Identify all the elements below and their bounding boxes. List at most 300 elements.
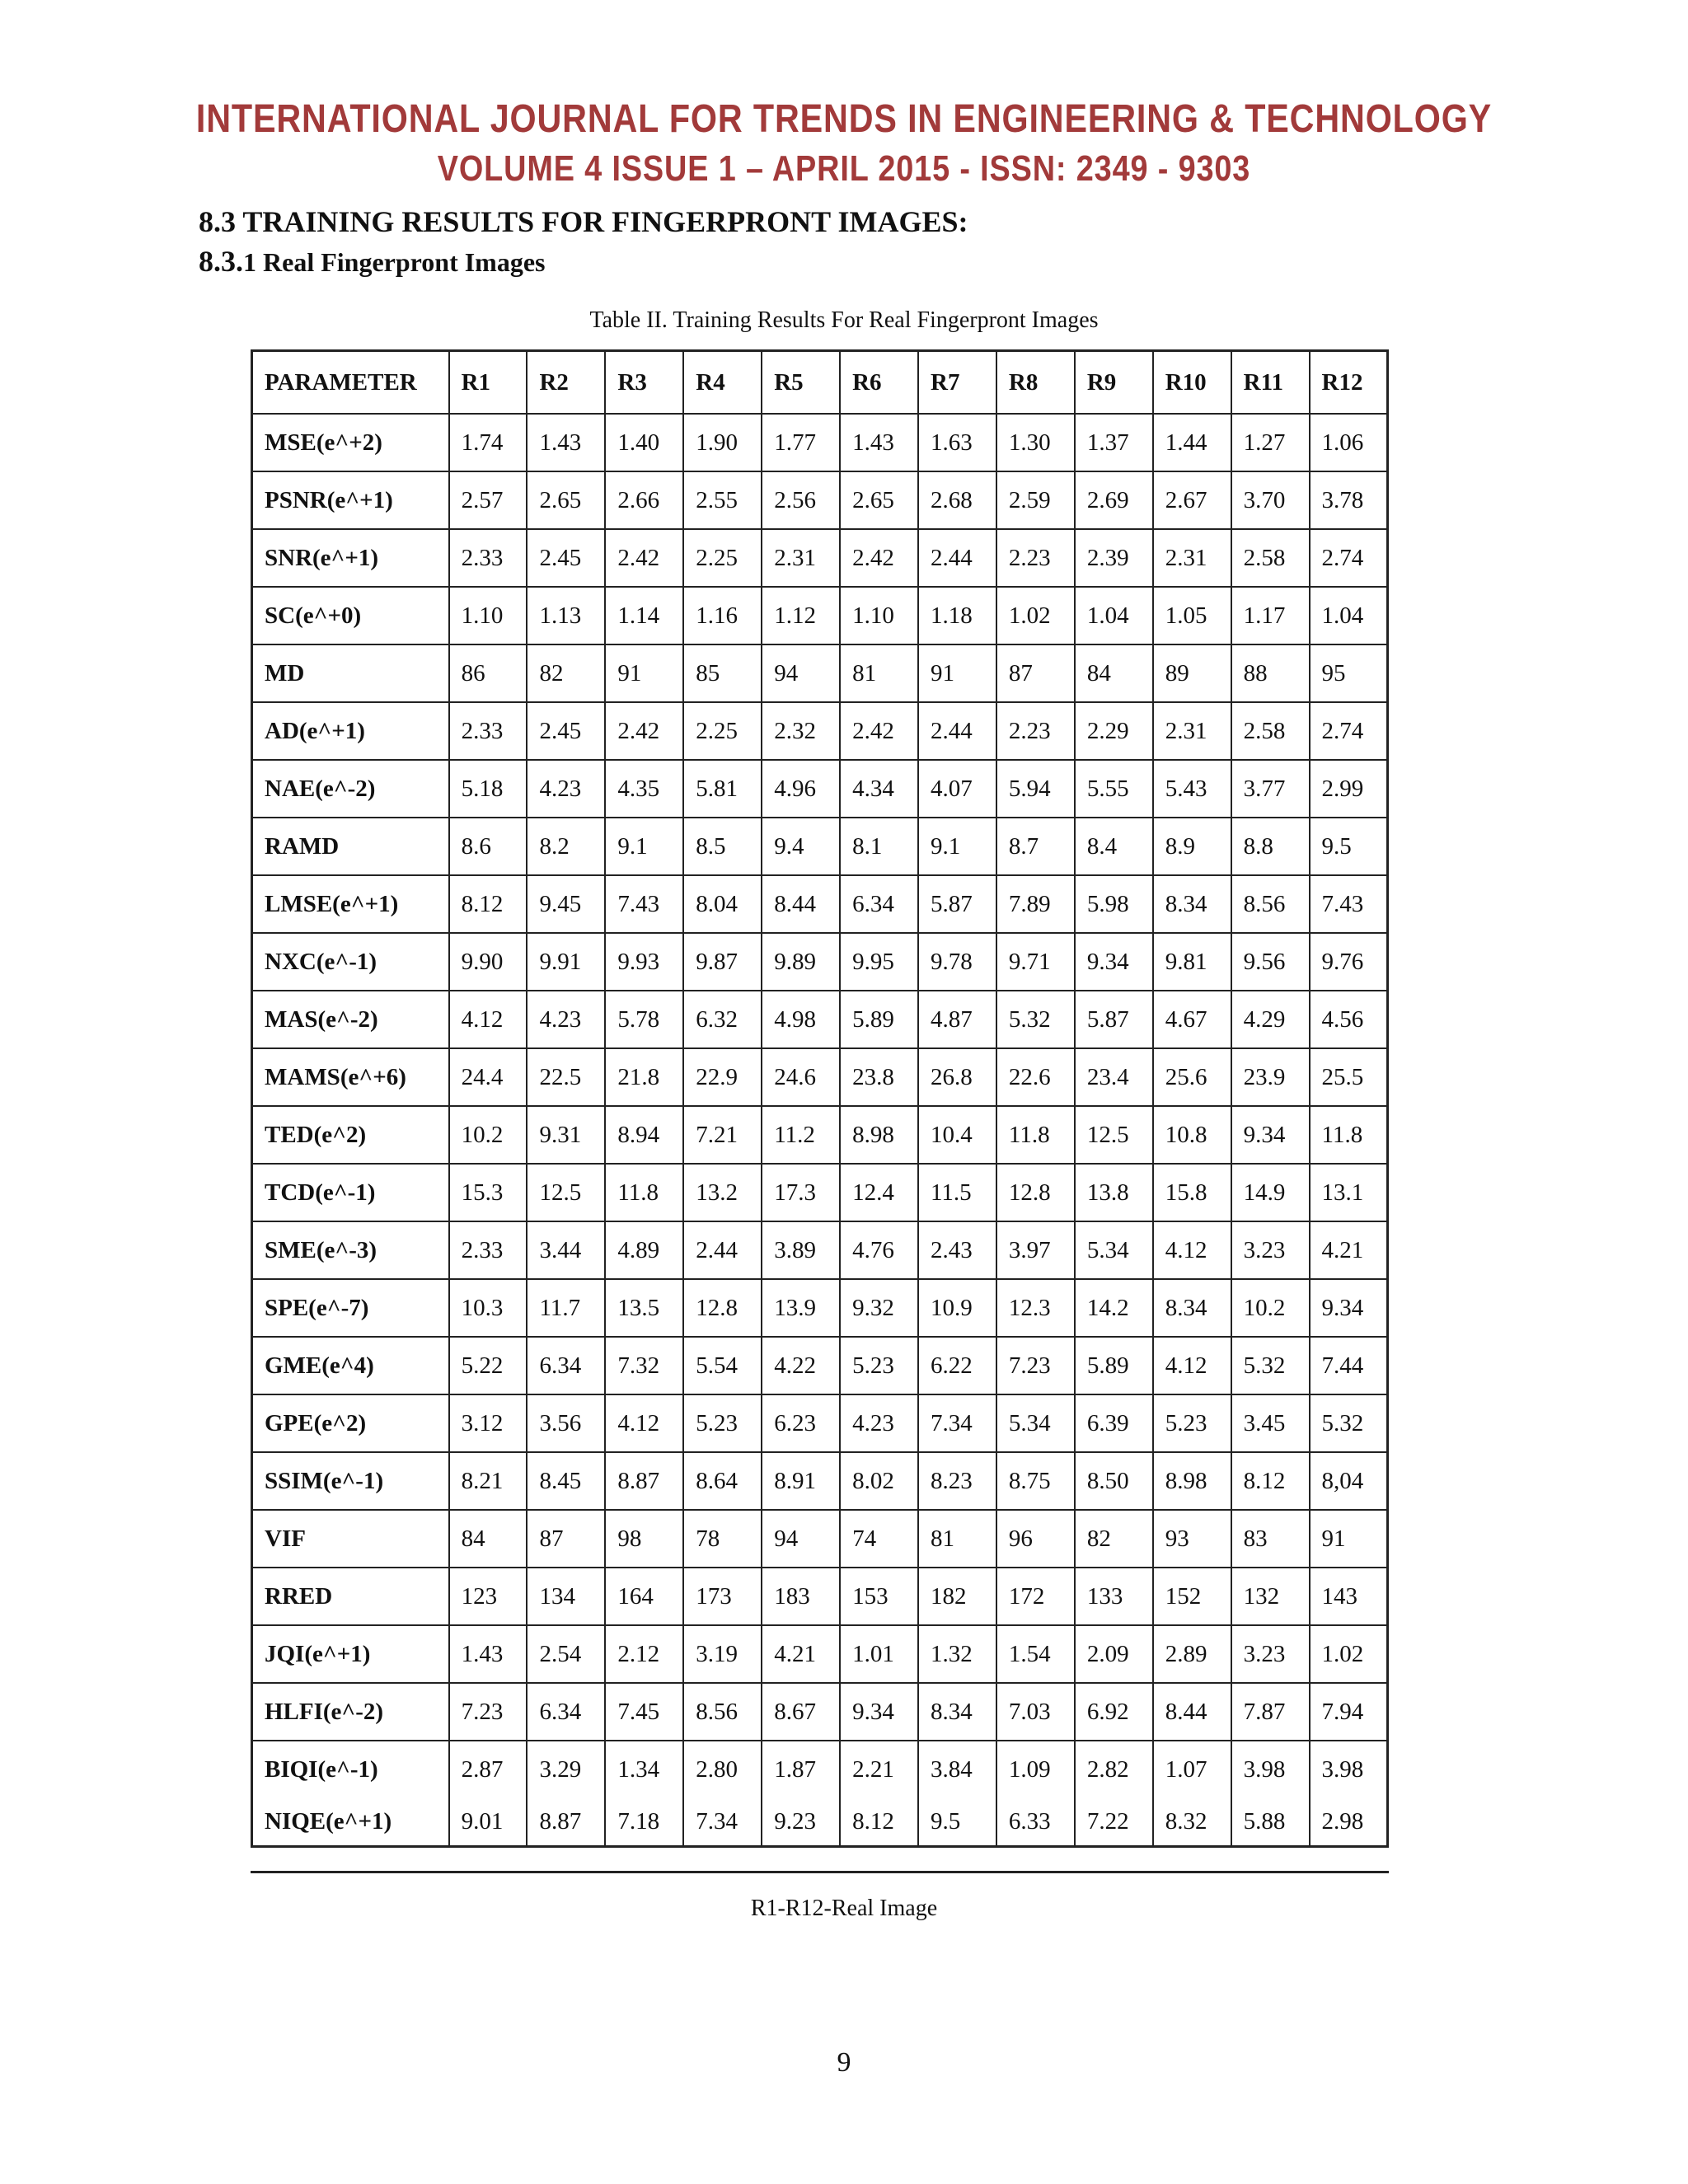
- value-cell: 2.56: [762, 471, 840, 529]
- value-cell: 183: [762, 1568, 840, 1625]
- value-cell: 153: [840, 1568, 918, 1625]
- value-cell: 1.63: [918, 414, 996, 471]
- value-cell: 1.02: [996, 587, 1075, 644]
- value-cell: 6.32: [683, 991, 762, 1048]
- value-cell: 9.31: [527, 1106, 605, 1164]
- value-cell: 4.21: [1310, 1221, 1388, 1279]
- value-cell: 5.23: [683, 1394, 762, 1452]
- parameter-cell: BIQI(e^-1): [252, 1741, 449, 1798]
- value-cell: 10.9: [918, 1279, 996, 1337]
- value-cell: 9.87: [683, 933, 762, 991]
- value-cell: 5.18: [449, 760, 528, 818]
- value-cell: 12.5: [1075, 1106, 1153, 1164]
- header-r6: R6: [840, 351, 918, 415]
- value-cell: 10.8: [1153, 1106, 1231, 1164]
- value-cell: 2.44: [918, 702, 996, 760]
- value-cell: 3.70: [1231, 471, 1310, 529]
- header-r5: R5: [762, 351, 840, 415]
- value-cell: 1.09: [996, 1741, 1075, 1798]
- value-cell: 1.06: [1310, 414, 1388, 471]
- value-cell: 8.2: [527, 818, 605, 875]
- value-cell: 5.94: [996, 760, 1075, 818]
- value-cell: 7.94: [1310, 1683, 1388, 1741]
- value-cell: 8.91: [762, 1452, 840, 1510]
- value-cell: 5.22: [449, 1337, 528, 1394]
- parameter-cell: GME(e^4): [252, 1337, 449, 1394]
- header-r9: R9: [1075, 351, 1153, 415]
- value-cell: 11.2: [762, 1106, 840, 1164]
- value-cell: 9.23: [762, 1798, 840, 1846]
- parameter-cell: NXC(e^-1): [252, 933, 449, 991]
- value-cell: 5.55: [1075, 760, 1153, 818]
- value-cell: 8.98: [840, 1106, 918, 1164]
- value-cell: 94: [762, 1510, 840, 1568]
- value-cell: 23.9: [1231, 1048, 1310, 1106]
- table-caption: Table II. Training Results For Real Fingerpront Images: [589, 307, 1099, 333]
- value-cell: 1.04: [1075, 587, 1153, 644]
- table-row: [252, 644, 1388, 702]
- header-r3: R3: [605, 351, 683, 415]
- value-cell: 2.44: [683, 1221, 762, 1279]
- value-cell: 2.45: [527, 529, 605, 587]
- value-cell: 1.10: [449, 587, 528, 644]
- value-cell: 4.29: [1231, 991, 1310, 1048]
- value-cell: 1.01: [840, 1625, 918, 1683]
- value-cell: 6.34: [527, 1683, 605, 1741]
- value-cell: 11.8: [996, 1106, 1075, 1164]
- value-cell: 8.94: [605, 1106, 683, 1164]
- value-cell: 22.5: [527, 1048, 605, 1106]
- value-cell: 3.89: [762, 1221, 840, 1279]
- value-cell: 5.32: [1310, 1394, 1388, 1452]
- value-cell: 1.30: [996, 414, 1075, 471]
- value-cell: 2.23: [996, 529, 1075, 587]
- table-row: [252, 1048, 1388, 1106]
- value-cell: 5.34: [996, 1394, 1075, 1452]
- value-cell: 24.4: [449, 1048, 528, 1106]
- value-cell: 4.12: [1153, 1221, 1231, 1279]
- value-cell: 8.50: [1075, 1452, 1153, 1510]
- parameter-cell: TED(e^2): [252, 1106, 449, 1164]
- value-cell: 87: [996, 644, 1075, 702]
- value-cell: 3.19: [683, 1625, 762, 1683]
- value-cell: 4.22: [762, 1337, 840, 1394]
- value-cell: 8.6: [449, 818, 528, 875]
- value-cell: 2.65: [527, 471, 605, 529]
- value-cell: 85: [683, 644, 762, 702]
- value-cell: 4.23: [840, 1394, 918, 1452]
- table-row: [252, 1394, 1388, 1452]
- value-cell: 9.90: [449, 933, 528, 991]
- value-cell: 173: [683, 1568, 762, 1625]
- value-cell: 2.31: [762, 529, 840, 587]
- value-cell: 4.23: [527, 760, 605, 818]
- value-cell: 4.67: [1153, 991, 1231, 1048]
- value-cell: 1.02: [1310, 1625, 1388, 1683]
- value-cell: 2.74: [1310, 702, 1388, 760]
- header-r1: R1: [449, 351, 528, 415]
- table-underline: [251, 1871, 1389, 1873]
- value-cell: 3.98: [1231, 1741, 1310, 1798]
- value-cell: 87: [527, 1510, 605, 1568]
- parameter-cell: NAE(e^-2): [252, 760, 449, 818]
- header-r12: R12: [1310, 351, 1388, 415]
- value-cell: 82: [1075, 1510, 1153, 1568]
- value-cell: 143: [1310, 1568, 1388, 1625]
- value-cell: 7.45: [605, 1683, 683, 1741]
- value-cell: 13.2: [683, 1164, 762, 1221]
- journal-volume-line: VOLUME 4 ISSUE 1 – APRIL 2015 - ISSN: 2349 - 9303: [437, 148, 1251, 189]
- value-cell: 9.01: [449, 1798, 528, 1846]
- value-cell: 9.4: [762, 818, 840, 875]
- value-cell: 14.9: [1231, 1164, 1310, 1221]
- value-cell: 89: [1153, 644, 1231, 702]
- value-cell: 9.95: [840, 933, 918, 991]
- value-cell: 7.34: [683, 1798, 762, 1846]
- value-cell: 1.13: [527, 587, 605, 644]
- value-cell: 10.2: [1231, 1279, 1310, 1337]
- table-row: [252, 1625, 1388, 1683]
- parameter-cell: SME(e^-3): [252, 1221, 449, 1279]
- parameter-cell: HLFI(e^-2): [252, 1683, 449, 1741]
- journal-title: INTERNATIONAL JOURNAL FOR TRENDS IN ENGINEERING & TECHNOLOGY: [195, 97, 1493, 141]
- value-cell: 6.39: [1075, 1394, 1153, 1452]
- value-cell: 4.76: [840, 1221, 918, 1279]
- value-cell: 8.12: [840, 1798, 918, 1846]
- value-cell: 8.87: [527, 1798, 605, 1846]
- parameter-cell: PSNR(e^+1): [252, 471, 449, 529]
- value-cell: 4.21: [762, 1625, 840, 1683]
- value-cell: 26.8: [918, 1048, 996, 1106]
- value-cell: 4.23: [527, 991, 605, 1048]
- value-cell: 9.71: [996, 933, 1075, 991]
- value-cell: 5.98: [1075, 875, 1153, 933]
- value-cell: 2.82: [1075, 1741, 1153, 1798]
- value-cell: 9.78: [918, 933, 996, 991]
- value-cell: 5.54: [683, 1337, 762, 1394]
- value-cell: 1.43: [527, 414, 605, 471]
- value-cell: 8.56: [1231, 875, 1310, 933]
- value-cell: 6.22: [918, 1337, 996, 1394]
- table-row: [252, 1510, 1388, 1568]
- value-cell: 6.34: [840, 875, 918, 933]
- value-cell: 4.96: [762, 760, 840, 818]
- value-cell: 94: [762, 644, 840, 702]
- value-cell: 5.32: [996, 991, 1075, 1048]
- value-cell: 8.12: [1231, 1452, 1310, 1510]
- parameter-cell: NIQE(e^+1): [252, 1798, 449, 1846]
- value-cell: 2.42: [840, 529, 918, 587]
- value-cell: 81: [918, 1510, 996, 1568]
- value-cell: 14.2: [1075, 1279, 1153, 1337]
- parameter-cell: LMSE(e^+1): [252, 875, 449, 933]
- value-cell: 7.22: [1075, 1798, 1153, 1846]
- value-cell: 8.45: [527, 1452, 605, 1510]
- value-cell: 4.12: [1153, 1337, 1231, 1394]
- value-cell: 2.65: [840, 471, 918, 529]
- value-cell: 5.34: [1075, 1221, 1153, 1279]
- value-cell: 9.5: [1310, 818, 1388, 875]
- table-row: [252, 1452, 1388, 1510]
- value-cell: 4.87: [918, 991, 996, 1048]
- header-r10: R10: [1153, 351, 1231, 415]
- value-cell: 2.42: [605, 529, 683, 587]
- value-cell: 7.43: [605, 875, 683, 933]
- value-cell: 7.18: [605, 1798, 683, 1846]
- value-cell: 11.7: [527, 1279, 605, 1337]
- value-cell: 8.98: [1153, 1452, 1231, 1510]
- value-cell: 5.88: [1231, 1798, 1310, 1846]
- value-cell: 123: [449, 1568, 528, 1625]
- value-cell: 4.35: [605, 760, 683, 818]
- value-cell: 3.98: [1310, 1741, 1388, 1798]
- subsection-heading: [199, 244, 545, 279]
- table-row: [252, 1741, 1388, 1798]
- parameter-cell: JQI(e^+1): [252, 1625, 449, 1683]
- value-cell: 172: [996, 1568, 1075, 1625]
- value-cell: 8.5: [683, 818, 762, 875]
- value-cell: 9.34: [1075, 933, 1153, 991]
- table-row: [252, 414, 1388, 471]
- value-cell: 1.32: [918, 1625, 996, 1683]
- value-cell: 1.44: [1153, 414, 1231, 471]
- value-cell: 3.29: [527, 1741, 605, 1798]
- value-cell: 7.43: [1310, 875, 1388, 933]
- page-number: 9: [837, 2047, 851, 2078]
- value-cell: 182: [918, 1568, 996, 1625]
- parameter-cell: RRED: [252, 1568, 449, 1625]
- value-cell: 12.5: [527, 1164, 605, 1221]
- value-cell: 91: [1310, 1510, 1388, 1568]
- value-cell: 84: [449, 1510, 528, 1568]
- parameter-cell: VIF: [252, 1510, 449, 1568]
- table-row: [252, 1221, 1388, 1279]
- value-cell: 8.9: [1153, 818, 1231, 875]
- header-r7: R7: [918, 351, 996, 415]
- table-row: [252, 702, 1388, 760]
- value-cell: 2.87: [449, 1741, 528, 1798]
- value-cell: 133: [1075, 1568, 1153, 1625]
- table-row: [252, 587, 1388, 644]
- value-cell: 12.8: [683, 1279, 762, 1337]
- value-cell: 2.58: [1231, 529, 1310, 587]
- value-cell: 2.58: [1231, 702, 1310, 760]
- value-cell: 2.42: [840, 702, 918, 760]
- value-cell: 152: [1153, 1568, 1231, 1625]
- value-cell: 1.40: [605, 414, 683, 471]
- value-cell: 1.43: [449, 1625, 528, 1683]
- value-cell: 12.4: [840, 1164, 918, 1221]
- value-cell: 5.87: [1075, 991, 1153, 1048]
- value-cell: 25.5: [1310, 1048, 1388, 1106]
- value-cell: 2.80: [683, 1741, 762, 1798]
- value-cell: 2.45: [527, 702, 605, 760]
- table-row: [252, 471, 1388, 529]
- value-cell: 1.87: [762, 1741, 840, 1798]
- value-cell: 1.77: [762, 414, 840, 471]
- value-cell: 2.89: [1153, 1625, 1231, 1683]
- value-cell: 1.37: [1075, 414, 1153, 471]
- value-cell: 23.4: [1075, 1048, 1153, 1106]
- value-cell: 5.87: [918, 875, 996, 933]
- value-cell: 8.7: [996, 818, 1075, 875]
- value-cell: 2.55: [683, 471, 762, 529]
- value-cell: 7.21: [683, 1106, 762, 1164]
- value-cell: 3.97: [996, 1221, 1075, 1279]
- results-table: [251, 349, 1389, 1848]
- value-cell: 3.77: [1231, 760, 1310, 818]
- header-r8: R8: [996, 351, 1075, 415]
- value-cell: 8.67: [762, 1683, 840, 1741]
- value-cell: 9.34: [840, 1683, 918, 1741]
- header-r2: R2: [527, 351, 605, 415]
- parameter-cell: SSIM(e^-1): [252, 1452, 449, 1510]
- table-row: [252, 933, 1388, 991]
- value-cell: 10.3: [449, 1279, 528, 1337]
- table-note: R1-R12-Real Image: [750, 1896, 938, 1921]
- table-row: [252, 529, 1388, 587]
- value-cell: 3.56: [527, 1394, 605, 1452]
- parameter-cell: TCD(e^-1): [252, 1164, 449, 1221]
- parameter-cell: RAMD: [252, 818, 449, 875]
- value-cell: 2.39: [1075, 529, 1153, 587]
- value-cell: 9.32: [840, 1279, 918, 1337]
- table-header-row: [252, 351, 1388, 415]
- value-cell: 7.87: [1231, 1683, 1310, 1741]
- value-cell: 10.2: [449, 1106, 528, 1164]
- value-cell: 4.98: [762, 991, 840, 1048]
- value-cell: 8.04: [683, 875, 762, 933]
- parameter-cell: MAMS(e^+6): [252, 1048, 449, 1106]
- value-cell: 1.74: [449, 414, 528, 471]
- value-cell: 9.93: [605, 933, 683, 991]
- value-cell: 1.12: [762, 587, 840, 644]
- value-cell: 11.5: [918, 1164, 996, 1221]
- value-cell: 81: [840, 644, 918, 702]
- value-cell: 2.44: [918, 529, 996, 587]
- value-cell: 91: [918, 644, 996, 702]
- value-cell: 2.54: [527, 1625, 605, 1683]
- parameter-cell: SNR(e^+1): [252, 529, 449, 587]
- value-cell: 134: [527, 1568, 605, 1625]
- value-cell: 84: [1075, 644, 1153, 702]
- value-cell: 2.66: [605, 471, 683, 529]
- value-cell: 7.03: [996, 1683, 1075, 1741]
- value-cell: 7.32: [605, 1337, 683, 1394]
- value-cell: 93: [1153, 1510, 1231, 1568]
- value-cell: 10.4: [918, 1106, 996, 1164]
- parameter-cell: SC(e^+0): [252, 587, 449, 644]
- value-cell: 8.21: [449, 1452, 528, 1510]
- value-cell: 5.81: [683, 760, 762, 818]
- value-cell: 2.23: [996, 702, 1075, 760]
- value-cell: 5.43: [1153, 760, 1231, 818]
- value-cell: 98: [605, 1510, 683, 1568]
- table-row: [252, 991, 1388, 1048]
- value-cell: 7.44: [1310, 1337, 1388, 1394]
- table-row: [252, 1279, 1388, 1337]
- value-cell: 6.33: [996, 1798, 1075, 1846]
- table-row: [252, 1337, 1388, 1394]
- value-cell: 13.8: [1075, 1164, 1153, 1221]
- value-cell: 1.10: [840, 587, 918, 644]
- value-cell: 3.12: [449, 1394, 528, 1452]
- value-cell: 21.8: [605, 1048, 683, 1106]
- value-cell: 9.1: [605, 818, 683, 875]
- value-cell: 9.45: [527, 875, 605, 933]
- value-cell: 2.33: [449, 1221, 528, 1279]
- value-cell: 8.8: [1231, 818, 1310, 875]
- value-cell: 2.33: [449, 702, 528, 760]
- value-cell: 11.8: [1310, 1106, 1388, 1164]
- header-r4: R4: [683, 351, 762, 415]
- value-cell: 9.34: [1310, 1279, 1388, 1337]
- value-cell: 4.12: [605, 1394, 683, 1452]
- parameter-cell: GPE(e^2): [252, 1394, 449, 1452]
- value-cell: 1.14: [605, 587, 683, 644]
- value-cell: 2.09: [1075, 1625, 1153, 1683]
- value-cell: 2.43: [918, 1221, 996, 1279]
- value-cell: 2.25: [683, 529, 762, 587]
- value-cell: 13.1: [1310, 1164, 1388, 1221]
- value-cell: 83: [1231, 1510, 1310, 1568]
- value-cell: 6.92: [1075, 1683, 1153, 1741]
- value-cell: 5.23: [1153, 1394, 1231, 1452]
- value-cell: 8.64: [683, 1452, 762, 1510]
- value-cell: 7.23: [996, 1337, 1075, 1394]
- value-cell: 8.12: [449, 875, 528, 933]
- value-cell: 96: [996, 1510, 1075, 1568]
- value-cell: 12.3: [996, 1279, 1075, 1337]
- value-cell: 1.54: [996, 1625, 1075, 1683]
- value-cell: 3.45: [1231, 1394, 1310, 1452]
- value-cell: 6.34: [527, 1337, 605, 1394]
- value-cell: 22.6: [996, 1048, 1075, 1106]
- value-cell: 9.5: [918, 1798, 996, 1846]
- value-cell: 2.42: [605, 702, 683, 760]
- value-cell: 13.5: [605, 1279, 683, 1337]
- value-cell: 6.23: [762, 1394, 840, 1452]
- value-cell: 132: [1231, 1568, 1310, 1625]
- value-cell: 3.84: [918, 1741, 996, 1798]
- value-cell: 2.99: [1310, 760, 1388, 818]
- value-cell: 2.21: [840, 1741, 918, 1798]
- value-cell: 5.23: [840, 1337, 918, 1394]
- value-cell: 8.56: [683, 1683, 762, 1741]
- value-cell: 5.32: [1231, 1337, 1310, 1394]
- value-cell: 15.8: [1153, 1164, 1231, 1221]
- value-cell: 4.12: [449, 991, 528, 1048]
- value-cell: 2.32: [762, 702, 840, 760]
- value-cell: 8.32: [1153, 1798, 1231, 1846]
- value-cell: 2.12: [605, 1625, 683, 1683]
- value-cell: 17.3: [762, 1164, 840, 1221]
- value-cell: 1.27: [1231, 414, 1310, 471]
- value-cell: 3.78: [1310, 471, 1388, 529]
- value-cell: 15.3: [449, 1164, 528, 1221]
- value-cell: 8.4: [1075, 818, 1153, 875]
- value-cell: 2.68: [918, 471, 996, 529]
- value-cell: 22.9: [683, 1048, 762, 1106]
- value-cell: 2.33: [449, 529, 528, 587]
- value-cell: 5.89: [1075, 1337, 1153, 1394]
- value-cell: 1.04: [1310, 587, 1388, 644]
- subsection-title: 1 Real Fingerpront Images: [243, 247, 546, 277]
- subsection-number: 8.3.: [199, 245, 243, 278]
- value-cell: 2.59: [996, 471, 1075, 529]
- section-heading: 8.3 TRAINING RESULTS FOR FINGERPRONT IMAGES:: [199, 205, 968, 238]
- value-cell: 8.34: [918, 1683, 996, 1741]
